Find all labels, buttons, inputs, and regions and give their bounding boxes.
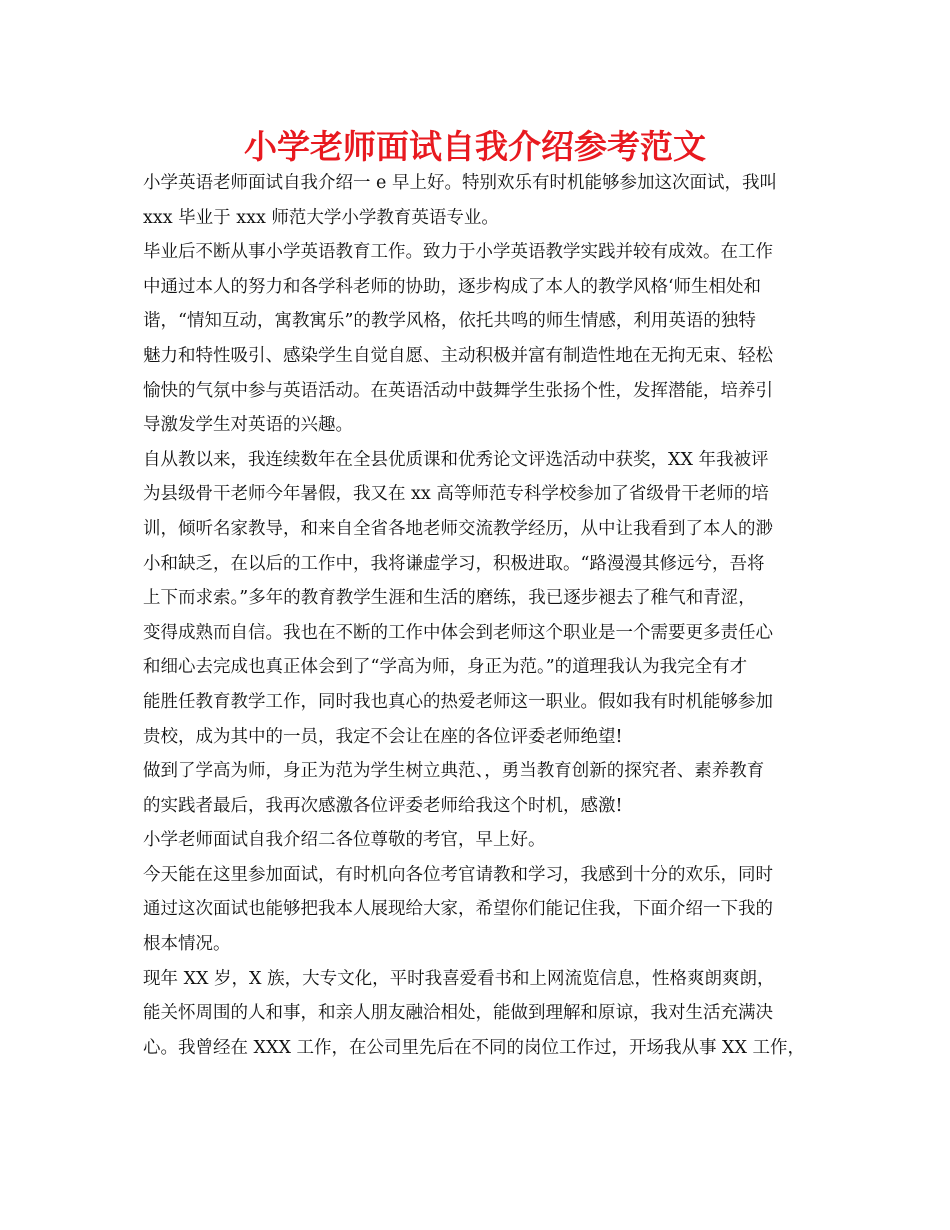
text-line: 贵校，成为其中的一员，我定不会让在座的各位评委老师绝望! (143, 726, 623, 747)
text-line: 和细心去完成也真正体会到了“学高为师，身正为范。”的道理我认为我完全有才 (143, 657, 748, 678)
text-line: 心。我曾经在 XXX 工作，在公司里先后在不同的岗位工作过，开场我从事 XX 工作， (143, 1037, 806, 1058)
text-line: 小学英语老师面试自我介绍一 e 早上好。特别欢乐有时机能够参加这次面试，我叫 (143, 173, 777, 193)
text-line: 谐，“情知互动，寓教寓乐”的教学风格，依托共鸣的师生情感，利用英语的独特 (143, 311, 756, 332)
text-line: 愉快的气氛中参与英语活动。在英语活动中鼓舞学生张扬个性，发挥潜能，培养引 (143, 380, 773, 401)
text-line: 小学老师面试自我介绍二各位尊敬的考官，早上好。 (143, 830, 546, 851)
text-line: 能关怀周围的人和事，和亲人朋友融洽相处，能做到理解和原谅，我对生活充满决 (143, 1003, 773, 1024)
text-line: 为县级骨干老师今年暑假，我又在 xx 高等师范专科学校参加了省级骨干老师的培 (143, 484, 769, 505)
document-body (143, 166, 823, 1065)
text-line: 做到了学高为师，身正为范为学生树立典范、，勇当教育创新的探究者、素养教育 (143, 761, 765, 782)
document-title: 小学老师面试自我介绍参考范文 (244, 127, 706, 166)
text-line: 毕业后不断从事小学英语教育工作。致力于小学英语教学实践并较有成效。在工作 (143, 242, 773, 263)
text-line: 现年 XX 岁，X 族，大专文化，平时我喜爱看书和上网流览信息，性格爽朗爽朗， (143, 968, 775, 989)
text-line: 变得成熟而自信。我也在不断的工作中体会到老师这个职业是一个需要更多责任心 (143, 622, 773, 643)
text-line: 根本情况。 (143, 934, 231, 955)
text-line: 能胜任教育教学工作，同时我也真心的热爱老师这一职业。假如我有时机能够参加 (143, 691, 773, 712)
text-line: 通过这次面试也能够把我本人展现给大家，希望你们能记住我，下面介绍一下我的 (143, 899, 773, 920)
text-line: 小和缺乏，在以后的工作中，我将谦虚学习，积极进取。“路漫漫其修远兮，吾将 (143, 553, 765, 574)
text-line: xxx 毕业于 xxx 师范大学小学教育英语专业。 (143, 207, 499, 228)
text-line: 导激发学生对英语的兴趣。 (143, 415, 353, 436)
text-line: 自从教以来，我连续数年在全县优质课和优秀论文评选活动中获奖，XX 年我被评 (143, 449, 769, 470)
text-line: 魅力和特性吸引、感染学生自觉自愿、主动积极并富有制造性地在无拘无束、轻松 (143, 345, 773, 366)
text-line: 训，倾听名家教导，和来自全省各地老师交流教学经历，从中让我看到了本人的渺 (143, 518, 773, 539)
text-line: 今天能在这里参加面试，有时机向各位考官请教和学习，我感到十分的欢乐，同时 (143, 864, 773, 885)
text-line: 上下而求索。”多年的教育教学生涯和生活的磨练，我已逐步褪去了稚气和青涩， (143, 588, 756, 609)
text-line: 中通过本人的努力和各学科老师的协助，逐步构成了本人的教学风格‘师生相处和 (143, 276, 762, 297)
text-line: 的实践者最后，我再次感激各位评委老师给我这个时机，感激! (143, 795, 623, 816)
